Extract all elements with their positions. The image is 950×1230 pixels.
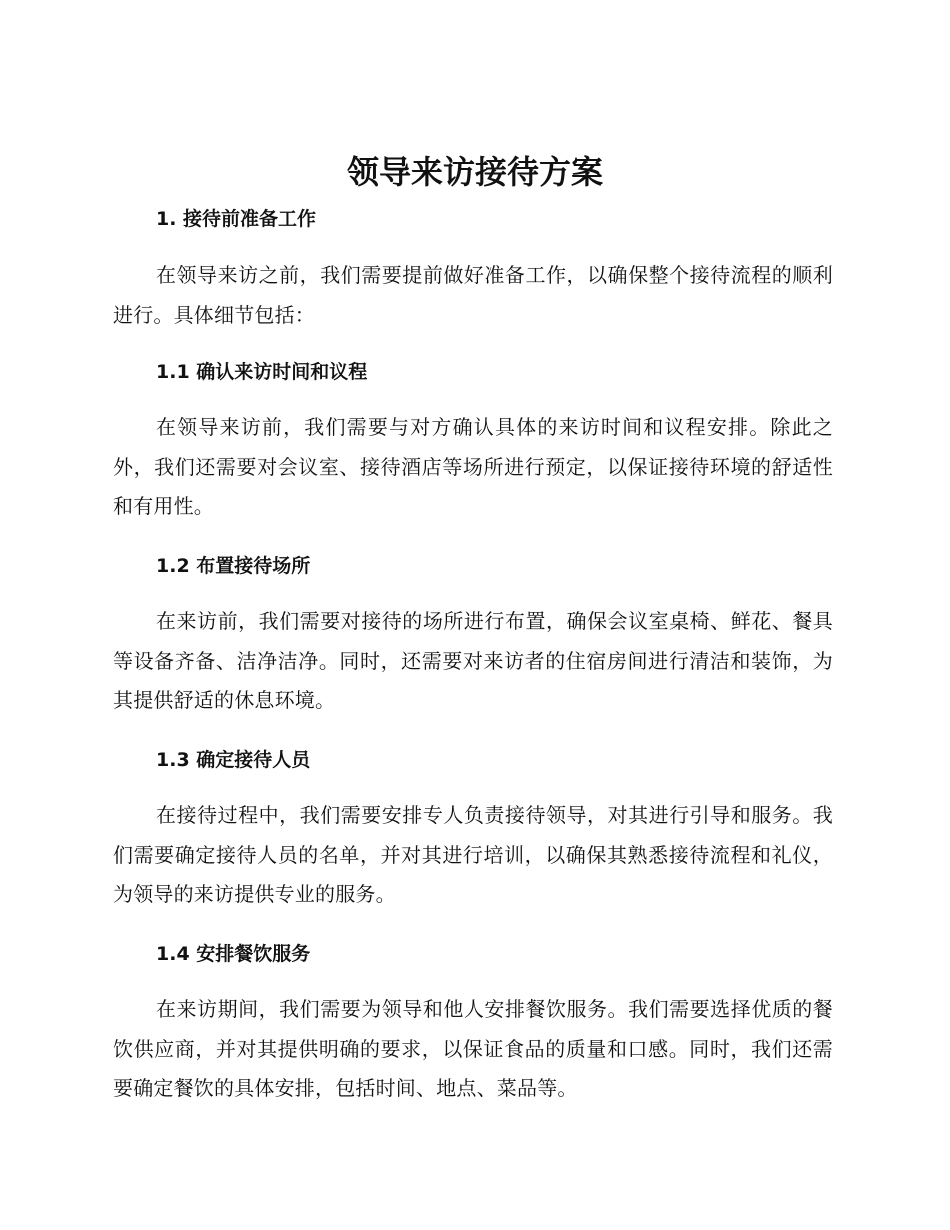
section-paragraph-preparation: 在领导来访之前，我们需要提前做好准备工作，以确保整个接待流程的顺利进行。具体细节包括： xyxy=(113,263,833,327)
section-heading-reception-staff: 1.3 确定接待人员 xyxy=(156,749,311,771)
section-paragraph-reception-staff: 在接待过程中，我们需要安排专人负责接待领导，对其进行引导和服务。我们需要确定接待人员的名单，并对其进行培训，以确保其熟悉接待流程和礼仪，为领导的来访提供专业的服务。 xyxy=(113,803,833,906)
section-paragraph-catering: 在来访期间，我们需要为领导和他人安排餐饮服务。我们需要选择优质的餐饮供应商，并对其提供明确的要求，以保证食品的质量和口感。同时，我们还需要确定餐饮的具体安排，包括时间、地点、菜品等。 xyxy=(113,997,833,1100)
section-paragraph-confirm-schedule: 在领导来访前，我们需要与对方确认具体的来访时间和议程安排。除此之外，我们还需要对会议室、接待酒店等场所进行预定，以保证接待环境的舒适性和有用性。 xyxy=(113,415,833,518)
document-title: 领导来访接待方案 xyxy=(346,153,603,191)
section-heading-venue-setup: 1.2 布置接待场所 xyxy=(156,555,311,577)
section-heading-catering: 1.4 安排餐饮服务 xyxy=(156,943,311,965)
section-paragraph-venue-setup: 在来访前，我们需要对接待的场所进行布置，确保会议室桌椅、鲜花、餐具等设备齐备、洁净洁净。同时，还需要对来访者的住宿房间进行清洁和装饰，为其提供舒适的休息环境。 xyxy=(113,609,833,712)
section-heading-preparation: 1. 接待前准备工作 xyxy=(156,208,317,230)
section-heading-confirm-schedule: 1.1 确认来访时间和议程 xyxy=(156,361,368,383)
